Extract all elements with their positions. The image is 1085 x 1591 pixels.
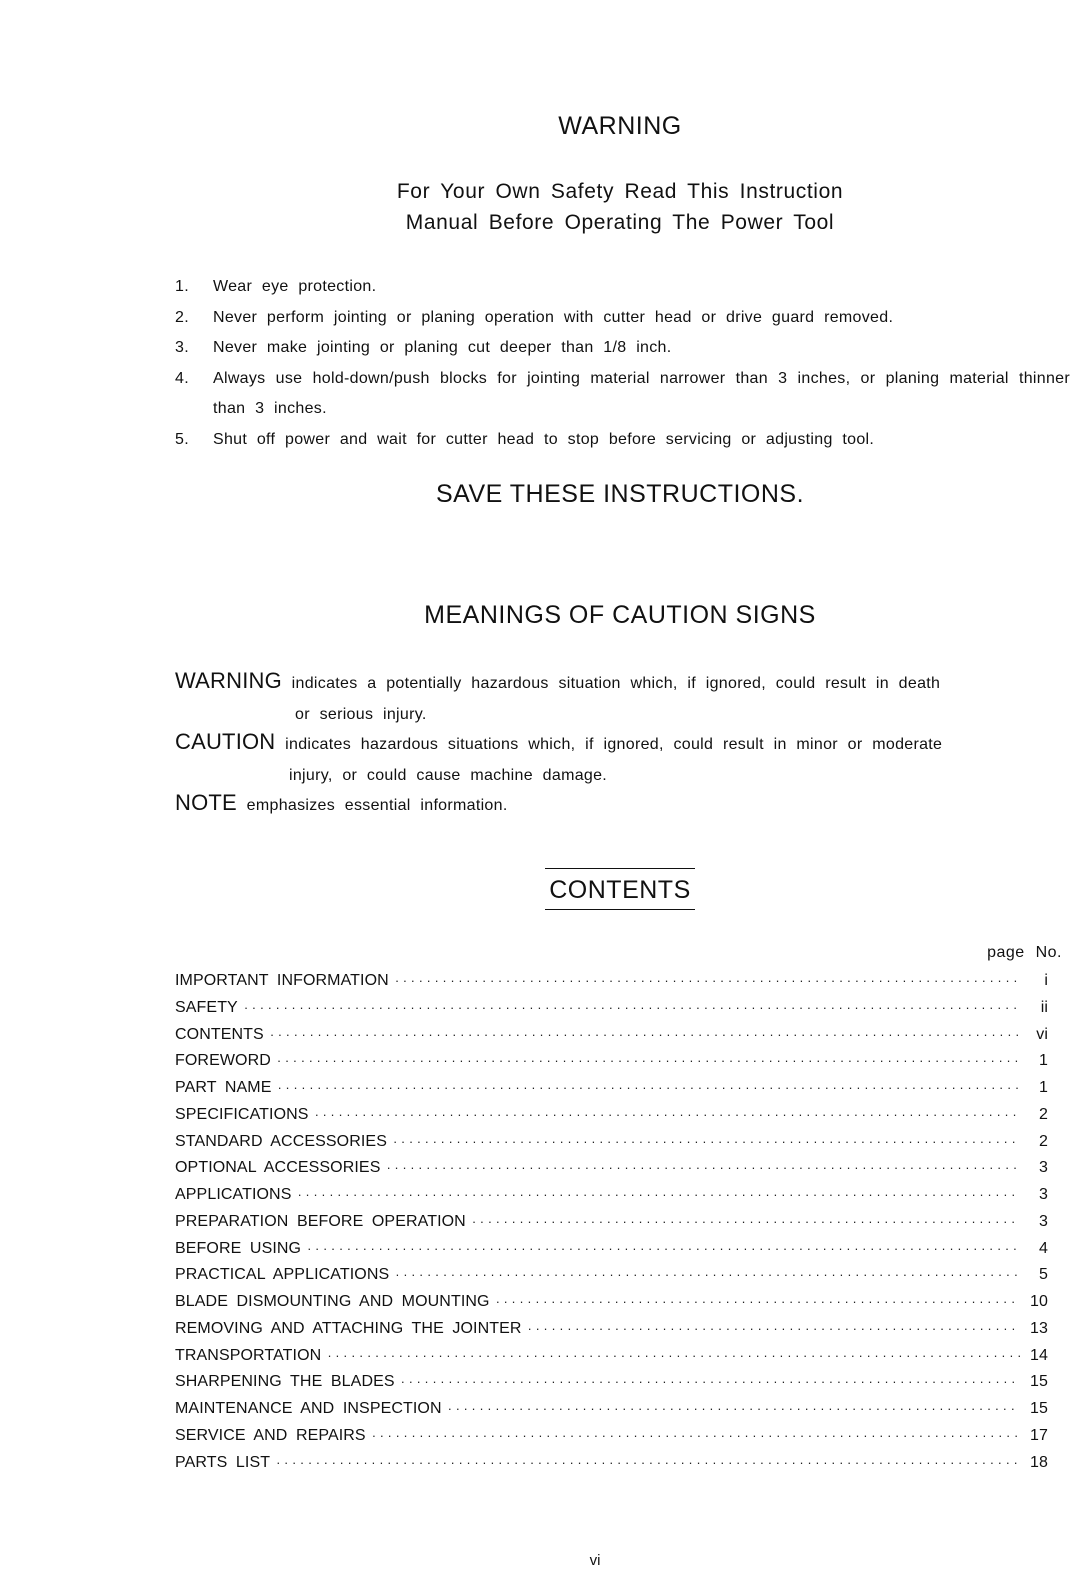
toc-entry-title: PRACTICAL APPLICATIONS: [175, 1266, 390, 1284]
toc-entry-title: IMPORTANT INFORMATION: [175, 972, 389, 989]
safety-rules-list: [175, 272, 1070, 455]
toc-entry-page: 3: [1039, 1186, 1048, 1203]
toc-entry-title: PREPARATION BEFORE OPERATION: [175, 1212, 466, 1230]
toc-entry[interactable]: [175, 1240, 1048, 1267]
rule-text: Shut off power and wait for cutter head to stop before servicing or adjusting tool.: [213, 430, 875, 448]
toc-entry-title: SPECIFICATIONS: [175, 1105, 309, 1123]
sign-text-note: emphasizes essential information.: [246, 797, 508, 814]
toc-entry-title: MAINTENANCE AND INSPECTION: [175, 1400, 442, 1417]
rule-number: 1.: [175, 278, 189, 295]
toc-entry-page: 18: [1030, 1453, 1048, 1471]
toc-entry[interactable]: [175, 1373, 1048, 1400]
toc-dot-leader: [395, 973, 1020, 988]
toc-dot-leader: [528, 1321, 1020, 1336]
sign-definition-note: [175, 788, 1070, 822]
toc-entry-page: 15: [1030, 1400, 1048, 1417]
toc-entry-page: i: [1044, 972, 1048, 989]
toc-dot-leader: [401, 1374, 1020, 1389]
toc-entry-page: 4: [1039, 1239, 1048, 1257]
sign-text-warning-line1: indicates a potentially hazardous situation which, if ignored, could result in death: [291, 675, 941, 692]
toc-dot-leader: [277, 1053, 1020, 1068]
safety-rule: [175, 364, 1070, 425]
toc-entry[interactable]: [175, 999, 1048, 1026]
toc-entry-title: BEFORE USING: [175, 1239, 302, 1257]
sign-text-caution-line1: indicates hazardous situations which, if ignored, could result in minor or moderate: [285, 736, 943, 753]
toc-entry[interactable]: [175, 1133, 1048, 1160]
toc-entry-page: 17: [1030, 1426, 1048, 1444]
toc-entry-title: BLADE DISMOUNTING AND MOUNTING: [175, 1293, 490, 1310]
toc-entry[interactable]: [175, 1427, 1048, 1454]
toc-dot-leader: [327, 1348, 1020, 1363]
toc-dot-leader: [244, 1000, 1020, 1015]
contents-heading: CONTENTS: [545, 868, 695, 910]
save-instructions-heading: SAVE THESE INSTRUCTIONS.: [435, 480, 805, 508]
toc-entry-page: 15: [1030, 1373, 1048, 1391]
rule-text: Never make jointing or planing cut deeper than 1/8 inch.: [213, 339, 672, 356]
toc-entry[interactable]: [175, 1347, 1048, 1374]
page-number-column-label: page No.: [987, 944, 1062, 961]
toc-entry-title: PART NAME: [175, 1079, 272, 1096]
toc-entry-title: TRANSPORTATION: [175, 1346, 322, 1364]
safety-rule: [175, 303, 1070, 334]
toc-entry-title: STANDARD ACCESSORIES: [175, 1132, 387, 1150]
toc-entry[interactable]: [175, 1159, 1048, 1186]
toc-entry[interactable]: [175, 1186, 1048, 1213]
toc-entry-page: 14: [1030, 1346, 1048, 1364]
toc-entry-page: 10: [1030, 1293, 1048, 1310]
warning-subtitle-line1: For Your Own Safety Read This Instruction: [396, 180, 844, 203]
toc-dot-leader: [315, 1107, 1020, 1122]
toc-dot-leader: [307, 1241, 1020, 1256]
toc-entry-title: APPLICATIONS: [175, 1186, 292, 1203]
toc-entry-page: 1: [1039, 1079, 1048, 1096]
safety-rule: [175, 333, 1070, 364]
caution-signs-heading: MEANINGS OF CAUTION SIGNS: [424, 601, 816, 629]
toc-entry-page: 2: [1039, 1105, 1048, 1123]
toc-dot-leader: [448, 1401, 1020, 1416]
toc-dot-leader: [395, 1267, 1020, 1282]
toc-dot-leader: [372, 1428, 1020, 1443]
toc-entry-page: 3: [1039, 1212, 1048, 1230]
toc-dot-leader: [472, 1214, 1020, 1229]
warning-title: WARNING: [558, 112, 682, 140]
toc-entry[interactable]: [175, 1400, 1048, 1427]
toc-entry-title: FOREWORD: [175, 1052, 271, 1070]
sign-text-caution-line2: injury, or could cause machine damage.: [289, 766, 608, 784]
toc-entry-title: CONTENTS: [175, 1025, 264, 1043]
rule-number: 5.: [175, 430, 189, 448]
toc-entry[interactable]: [175, 1026, 1048, 1053]
toc-dot-leader: [298, 1187, 1021, 1202]
toc-entry-page: vi: [1036, 1025, 1048, 1043]
toc-dot-leader: [496, 1294, 1020, 1309]
toc-entry[interactable]: [175, 1079, 1048, 1106]
toc-entry-title: SHARPENING THE BLADES: [175, 1373, 395, 1391]
toc-dot-leader: [393, 1134, 1020, 1149]
table-of-contents: [175, 972, 1048, 1480]
rule-text: Wear eye protection.: [213, 278, 377, 295]
sign-term-caution: CAUTION: [175, 729, 276, 754]
toc-entry-page: 3: [1039, 1159, 1048, 1177]
toc-entry-title: REMOVING AND ATTACHING THE JOINTER: [175, 1319, 522, 1337]
toc-entry-title: PARTS LIST: [175, 1453, 271, 1471]
toc-entry-page: 5: [1039, 1266, 1048, 1284]
sign-text-warning-line2: or serious injury.: [295, 705, 427, 723]
toc-entry[interactable]: [175, 1266, 1048, 1293]
toc-entry-title: SERVICE AND REPAIRS: [175, 1426, 366, 1444]
toc-entry-page: 2: [1039, 1132, 1048, 1150]
toc-dot-leader: [277, 1080, 1020, 1095]
safety-rule: [175, 272, 1070, 303]
toc-entry[interactable]: [175, 1213, 1048, 1240]
toc-dot-leader: [276, 1455, 1020, 1470]
rule-text: Always use hold-down/push blocks for jointing material narrower than 3 inches, or planing material thinner than 3 inches.: [213, 369, 1070, 417]
sign-term-warning: WARNING: [175, 668, 282, 693]
contents-heading-wrapper: [0, 868, 1085, 910]
toc-entry[interactable]: [175, 1293, 1048, 1320]
rule-number: 2.: [175, 308, 189, 326]
rule-number: 3.: [175, 339, 189, 356]
toc-entry[interactable]: [175, 1106, 1048, 1133]
page-number: vi: [589, 1552, 601, 1569]
toc-entry-title: SAFETY: [175, 998, 238, 1016]
toc-entry-title: OPTIONAL ACCESSORIES: [175, 1159, 381, 1177]
safety-rule: [175, 425, 1070, 456]
sign-term-note: NOTE: [175, 790, 237, 815]
toc-dot-leader: [386, 1160, 1020, 1175]
sign-definition-warning: [175, 666, 1070, 730]
toc-dot-leader: [270, 1027, 1020, 1042]
toc-entry[interactable]: [175, 1454, 1048, 1481]
toc-entry-page: 13: [1030, 1319, 1048, 1337]
rule-text: Never perform jointing or planing operation with cutter head or drive guard removed.: [213, 308, 894, 326]
toc-entry[interactable]: [175, 1320, 1048, 1347]
warning-subtitle-line2: Manual Before Operating The Power Tool: [405, 211, 835, 234]
rule-number: 4.: [175, 369, 189, 387]
toc-entry[interactable]: [175, 972, 1048, 999]
toc-entry-page: 1: [1039, 1052, 1048, 1070]
toc-entry[interactable]: [175, 1052, 1048, 1079]
sign-definition-caution: [175, 727, 1070, 791]
toc-entry-page: ii: [1040, 998, 1048, 1016]
